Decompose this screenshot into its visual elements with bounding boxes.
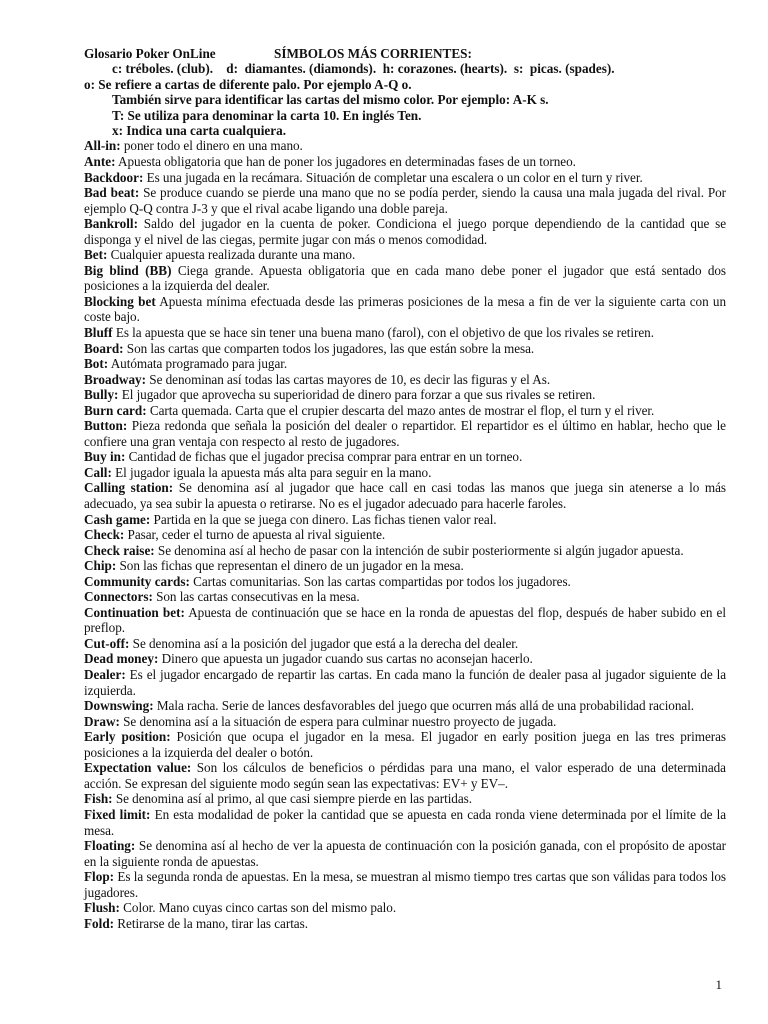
- glossary-definition: Pasar, ceder el turno de apuesta al rival siguiente.: [124, 527, 386, 543]
- glossary-definition: Se denomina así a la situación de espera para culminar nuestro proyecto de jugada.: [119, 713, 557, 729]
- glossary-definition: En esta modalidad de poker la cantidad que se apuesta en cada ronda viene determinada por el límite de la mesa.: [84, 806, 726, 838]
- glossary-entry: [84, 605, 726, 636]
- glossary-entry: [84, 574, 726, 590]
- glossary-term: Dead money:: [84, 651, 159, 667]
- glossary-entry: [84, 387, 726, 403]
- glossary-term: Fish:: [84, 791, 113, 807]
- glossary-entry: [84, 916, 726, 932]
- glossary-term: Early position:: [84, 729, 171, 745]
- glossary-term: Check raise:: [84, 542, 155, 558]
- glossary-definition: Se denomina así a la posición del jugador que está a la derecha del dealer.: [129, 635, 519, 651]
- glossary-entry: [84, 900, 726, 916]
- glossary-entry: [84, 729, 726, 760]
- glossary-definition: El jugador iguala la apuesta más alta para seguir en la mano.: [111, 464, 432, 480]
- glossary-term: Flop:: [84, 869, 115, 885]
- glossary-definition: Se produce cuando se pierde una mano que no se podía perder, siendo la causa una mala jugada del rival. Por ejemplo Q-Q contra J-3 y que el rival acabe ligando una doble pareja.: [84, 185, 726, 216]
- glossary-term: Calling station:: [84, 480, 174, 496]
- glossary-definition: Mala racha. Serie de lances desfavorables del juego que ocurren más allá de una probabilidad racional.: [153, 698, 695, 714]
- ten-line: T: Se utiliza para denominar la carta 10. En inglés Ten.: [112, 107, 422, 123]
- glossary-term: Connectors:: [84, 589, 153, 605]
- glossary-term: Blocking bet: [84, 293, 156, 309]
- glossary-entry: [84, 449, 726, 465]
- page-number: 1: [715, 977, 722, 992]
- glossary-term: Draw:: [84, 713, 120, 729]
- glossary-definition: Son las cartas que comparten todos los jugadores, las que están sobre la mesa.: [123, 340, 535, 356]
- glossary-term: Cut-off:: [84, 635, 130, 651]
- glossary-definition: Es la segunda ronda de apuestas. En la mesa, se muestran al mismo tiempo tres cartas que son válidas para todos los jugadores.: [84, 869, 726, 900]
- glossary-entry: [84, 341, 726, 357]
- glossary-definition: Es una jugada en la recámara. Situación de completar una escalera o un color en el turn y river.: [143, 169, 643, 185]
- glossary-entry: [84, 869, 726, 900]
- glossary-entry: [84, 698, 726, 714]
- glossary-definition: Pieza redonda que señala la posición del dealer o repartidor. El repartidor es el último en hablar, hecho que le confiere una gran ventaja con respecto al resto de jugadores.: [84, 418, 726, 449]
- glossary-definition: Se denominan así todas las cartas mayores de 10, es decir las figuras y el As.: [146, 371, 551, 387]
- glossary-entry: [84, 170, 726, 186]
- glossary-entry: [84, 138, 726, 154]
- glossary-term: Dealer:: [84, 667, 126, 683]
- document-title: Glosario Poker OnLine: [84, 46, 216, 61]
- glossary-entry: [84, 356, 726, 372]
- suited-line: También sirve para identificar las cartas del mismo color. Por ejemplo: A-K s.: [112, 92, 549, 108]
- glossary-term: Floating:: [84, 838, 136, 854]
- document-page: [84, 46, 726, 931]
- header-line: [84, 46, 726, 61]
- glossary-term: Fixed limit:: [84, 806, 151, 822]
- glossary-term: Backdoor:: [84, 169, 144, 185]
- glossary-definition: Son las cartas consecutivas en la mesa.: [152, 589, 360, 605]
- glossary-definition: Apuesta mínima efectuada desde las primeras posiciones de la mesa a fin de ver la siguiente carta con un coste bajo.: [84, 293, 726, 325]
- glossary-term: Continuation bet:: [84, 604, 185, 620]
- glossary-term: Check:: [84, 527, 125, 543]
- glossary-term: Fold:: [84, 915, 115, 931]
- glossary-definition: Color. Mano cuyas cinco cartas son del mismo palo.: [119, 900, 397, 916]
- glossary-entry: [84, 418, 726, 449]
- glossary-definition: Apuesta de continuación que se hace en la ronda de apuestas del flop, después de haber subido en el preflop.: [84, 604, 726, 636]
- offsuit-line: o: Se refiere a cartas de diferente palo. Por ejemplo A-Q o.: [84, 76, 412, 92]
- glossary-term: Call:: [84, 464, 112, 480]
- glossary-term: Buy in:: [84, 449, 126, 465]
- glossary-definition: Se denomina así al hecho de pasar con la intención de subir posteriormente si algún jugador apuesta.: [154, 542, 684, 558]
- glossary-term: Chip:: [84, 558, 117, 574]
- glossary-definition: Cantidad de fichas que el jugador precisa comprar para entrar en un torneo.: [125, 449, 523, 465]
- glossary-entry: [84, 636, 726, 652]
- glossary-definition: Retirarse de la mano, tirar las cartas.: [114, 915, 308, 931]
- glossary-definition: El jugador que aprovecha su superioridad de dinero para forzar a que sus rivales se retiren.: [118, 387, 596, 403]
- glossary-term: Bot:: [84, 356, 109, 372]
- glossary-entry: [84, 465, 726, 481]
- glossary-definition: Ciega grande. Apuesta obligatoria que en cada mano debe poner el jugador que está sentado dos posiciones a la izquierda del dealer.: [84, 262, 726, 294]
- glossary-term: Button:: [84, 418, 128, 434]
- glossary-term: Big blind (BB): [84, 262, 172, 278]
- glossary-term: Bluff: [84, 325, 113, 340]
- glossary-entry: [84, 714, 726, 730]
- glossary-definition: Dinero que apuesta un jugador cuando sus cartas no aconsejan hacerlo.: [158, 651, 533, 667]
- glossary-entry: [84, 403, 726, 419]
- glossary-definition: Autómata programado para jugar.: [108, 356, 288, 372]
- glossary-term: Flush:: [84, 900, 120, 916]
- glossary-entry: [84, 791, 726, 807]
- glossary-term: Board:: [84, 340, 124, 356]
- glossary-term: Bully:: [84, 387, 119, 403]
- glossary-entry: [84, 512, 726, 528]
- any-card-line: x: Indica una carta cualquiera.: [112, 123, 287, 139]
- glossary-entry: [84, 527, 726, 543]
- glossary-entry: [84, 185, 726, 216]
- glossary-entry: [84, 154, 726, 170]
- glossary-entry: [84, 372, 726, 388]
- glossary-definition: Saldo del jugador en la cuenta de poker. Condiciona el juego porque dependiendo de la cantidad que se disponga y el nivel de las ciegas, permite jugar con más o menos comodidad.: [84, 216, 726, 247]
- glossary-entry: [84, 263, 726, 294]
- glossary-term: Expectation value:: [84, 760, 192, 776]
- glossary-list: [84, 138, 726, 931]
- glossary-entry: [84, 294, 726, 325]
- glossary-entry: [84, 216, 726, 247]
- glossary-definition: Cualquier apuesta realizada durante una mano.: [107, 247, 356, 263]
- glossary-entry: [84, 807, 726, 838]
- glossary-term: All-in:: [84, 138, 121, 154]
- glossary-term: Community cards:: [84, 573, 190, 589]
- glossary-definition: Cartas comunitarias. Son las cartas compartidas por todos los jugadores.: [189, 573, 571, 589]
- glossary-entry: [84, 247, 726, 263]
- glossary-definition: Es la apuesta que se hace sin tener una buena mano (farol), con el objetivo de que los rivales se retiren.: [112, 325, 654, 340]
- glossary-term: Bankroll:: [84, 216, 138, 232]
- glossary-term: Downswing:: [84, 698, 154, 714]
- glossary-definition: Posición que ocupa el jugador en la mesa. El jugador en early position juega en las tres primeras posiciones a la izquierda del dealer o botón.: [84, 729, 726, 760]
- glossary-definition: Son las fichas que representan el dinero de un jugador en la mesa.: [116, 558, 464, 574]
- glossary-definition: Apuesta obligatoria que han de poner los jugadores en determinadas fases de un torneo.: [115, 153, 576, 169]
- glossary-term: Broadway:: [84, 371, 147, 387]
- glossary-term: Cash game:: [84, 511, 151, 527]
- glossary-term: Burn card:: [84, 402, 147, 418]
- glossary-entry: [84, 589, 726, 605]
- glossary-definition: Son los cálculos de beneficios o pérdidas para una mano, el valor esperado de una determinada acción. Se expresan del siguiente modo según sean las expectativas: EV+ y EV–.: [84, 760, 726, 791]
- glossary-entry: [84, 325, 726, 341]
- glossary-definition: poner todo el dinero en una mano.: [120, 138, 303, 154]
- glossary-term: Ante:: [84, 153, 116, 169]
- glossary-entry: [84, 480, 726, 511]
- glossary-definition: Partida en la que se juega con dinero. Las fichas tienen valor real.: [150, 511, 497, 527]
- glossary-entry: [84, 558, 726, 574]
- glossary-entry: [84, 543, 726, 559]
- glossary-term: Bad beat:: [84, 185, 140, 201]
- glossary-definition: Es el jugador encargado de repartir las cartas. En cada mano la función de dealer pasa al jugador siguiente de la izquierda.: [84, 667, 726, 698]
- glossary-definition: Se denomina así al hecho de ver la apuesta de continuación con la posición ganada, con el propósito de apostar en la siguiente ronda de apuestas.: [84, 838, 726, 869]
- glossary-entry: [84, 760, 726, 791]
- glossary-definition: Se denomina así al primo, al que casi siempre pierde en las partidas.: [112, 791, 472, 807]
- glossary-entry: [84, 651, 726, 667]
- section-heading: SÍMBOLOS MÁS CORRIENTES:: [274, 46, 472, 61]
- suits-line: c: tréboles. (club). d: diamantes. (diamonds). h: corazones. (hearts). s: picas. (spades).: [112, 61, 615, 77]
- glossary-term: Bet:: [84, 247, 108, 263]
- glossary-entry: [84, 838, 726, 869]
- glossary-definition: Carta quemada. Carta que el crupier descarta del mazo antes de mostrar el flop, el turn y el river.: [146, 402, 655, 418]
- glossary-definition: Se denomina así al jugador que hace call en casi todas las manos que juega sin atenerse a lo más adecuado, ya sea subir la apuesta o retirarse. No es el jugador adecuado para hacerle faroles.: [84, 480, 726, 512]
- glossary-entry: [84, 667, 726, 698]
